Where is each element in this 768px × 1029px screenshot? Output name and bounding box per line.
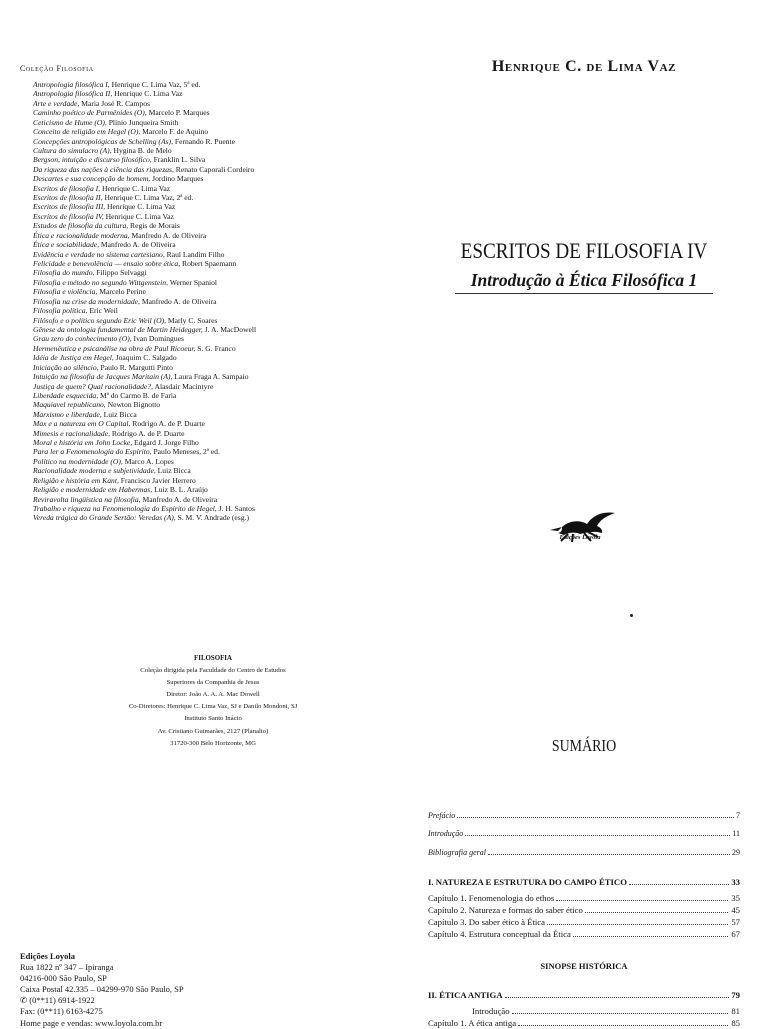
collection-item bbox=[33, 297, 256, 306]
collection-item-author: Fernando R. Puente bbox=[172, 136, 235, 146]
collection-item-title: Trabalho e riqueza na Fenomenologia do Espírito de Hegel, bbox=[33, 503, 217, 513]
toc-chapter-page: 67 bbox=[731, 929, 740, 939]
collection-item-title: Antropologia filosófica I, bbox=[33, 80, 110, 89]
collection-item-author: Raul Landim Filho bbox=[164, 249, 225, 259]
collection-item-title: Filosofia política, bbox=[33, 306, 88, 316]
collection-item bbox=[33, 485, 256, 494]
collection-item bbox=[33, 212, 256, 221]
collection-item bbox=[33, 174, 256, 183]
collection-item-author: Luiz Bicca bbox=[101, 409, 137, 419]
collection-item-title: Filosofia do mundo, bbox=[33, 268, 95, 278]
collection-item-title: Filosofia na crise da modernidade, bbox=[33, 296, 140, 306]
book-title: ESCRITOS DE FILOSOFIA IV bbox=[460, 238, 708, 263]
collection-item-author: Marcelo Perine bbox=[97, 287, 146, 297]
collection-item-title: Escritos de filosofia III, bbox=[33, 202, 106, 212]
collection-item-author: Alasdair Macintyre bbox=[153, 381, 214, 391]
toc-leader bbox=[457, 817, 734, 818]
collection-item bbox=[33, 504, 256, 513]
collection-item-author: Paulo R. Margutti Pinto bbox=[98, 362, 173, 372]
collection-item bbox=[33, 466, 256, 475]
pegasus-logo-icon bbox=[540, 505, 620, 550]
subtitle-underline bbox=[455, 293, 713, 294]
collection-item-title: Religião e história em Kant, bbox=[33, 475, 119, 485]
toc-entry-page: 7 bbox=[736, 811, 740, 820]
collection-item-title: Iniciação ao silêncio, bbox=[33, 362, 99, 372]
collection-item bbox=[33, 231, 256, 240]
toc-leader bbox=[512, 1013, 728, 1014]
toc-chapter-label: Capítulo 1. A ética antiga bbox=[428, 1018, 517, 1028]
collection-item-title: Marxismo e liberdade, bbox=[33, 409, 102, 419]
collection-item bbox=[33, 202, 256, 211]
collection-item-author: Manfredo A. de Oliveira bbox=[99, 240, 176, 250]
toc-leader bbox=[573, 936, 728, 937]
collection-item-author: Filippo Selvaggi bbox=[94, 268, 147, 278]
collection-item bbox=[33, 513, 256, 522]
collection-item-author: Werner Spaniol bbox=[168, 277, 218, 287]
toc-entry bbox=[428, 848, 740, 857]
address-phone: ✆ (0**11) 6914-1922 bbox=[20, 995, 95, 1006]
colophon bbox=[48, 653, 378, 750]
toc-chapter-page: 35 bbox=[731, 893, 740, 903]
collection-item-title: Filósofo e o político segundo Eric Weil (O), bbox=[33, 315, 167, 325]
collection-item bbox=[33, 287, 256, 296]
collection-item-title: Descartes e sua concepção de homem, bbox=[33, 174, 151, 184]
collection-item-title: Da riqueza das nações à ciência das riquezas, bbox=[33, 164, 174, 174]
collection-heading: Coleção Filosofia bbox=[20, 64, 94, 73]
collection-item bbox=[33, 278, 256, 287]
collection-item-author: Marco A. Lopes bbox=[122, 456, 174, 466]
collection-item-author: Marcelo P. Marques bbox=[146, 108, 210, 118]
collection-item-title: Reviravolta lingüística na filosofia, bbox=[33, 494, 141, 504]
colophon-codirectors: Co-Diretores: Henrique C. Lima Vaz, SJ e Danilo Mondoni, SJ bbox=[128, 703, 298, 711]
address-fax: Fax: (0**11) 6163-4275 bbox=[20, 1006, 103, 1017]
collection-item-author: Francisco Javier Herrero bbox=[118, 475, 196, 485]
collection-item-author: Eric Weil bbox=[87, 306, 118, 316]
collection-item-author: Luiz B. L. Araújo bbox=[152, 485, 208, 495]
collection-item bbox=[33, 429, 256, 438]
collection-item bbox=[33, 344, 256, 353]
collection-item bbox=[33, 400, 256, 409]
collection-item bbox=[33, 419, 256, 428]
collection-item bbox=[33, 325, 256, 334]
toc-chapter bbox=[428, 1018, 740, 1028]
collection-item-author: Renato Caporali Cordeiro bbox=[173, 164, 255, 174]
collection-item-author: Jordino Marques bbox=[150, 174, 204, 184]
collection-item-author: Ivan Domingues bbox=[131, 334, 184, 344]
collection-item bbox=[33, 146, 256, 155]
toc-chapter bbox=[428, 917, 740, 927]
toc-chapter bbox=[428, 1006, 740, 1016]
collection-item-title: Escritos de filosofia I, bbox=[33, 183, 101, 193]
collection-item-title: Grau zero do conhecimento (O), bbox=[33, 334, 132, 344]
toc-leader bbox=[547, 924, 728, 925]
collection-item bbox=[33, 108, 256, 117]
collection-item-title: Concepções antropológicas de Schelling (As), bbox=[33, 136, 173, 146]
collection-item bbox=[33, 184, 256, 193]
collection-item-author: Paulo Meneses, 2ª ed. bbox=[151, 447, 220, 457]
collection-item bbox=[33, 476, 256, 485]
collection-item-title: Cultura do simulacro (A), bbox=[33, 145, 112, 155]
collection-item-title: Para ler a Fenomenologia do Espírito, bbox=[33, 447, 152, 457]
collection-item bbox=[33, 193, 256, 202]
collection-item-author: Henrique C. Lima Vaz bbox=[100, 183, 171, 193]
book-subtitle: Introdução à Ética Filosófica 1 bbox=[470, 270, 698, 290]
collection-item-author: Marly C. Soares bbox=[166, 315, 218, 325]
toc-chapter-page: 85 bbox=[731, 1018, 740, 1028]
publisher-logo-label: Edições Loyola bbox=[559, 534, 601, 541]
colophon-city: 31720-300 Belo Horizonte, MG bbox=[170, 739, 256, 747]
toc-leader bbox=[505, 997, 730, 998]
collection-item bbox=[33, 99, 256, 108]
collection-item-title: Arte e verdade, bbox=[33, 98, 80, 108]
collection-item bbox=[33, 221, 256, 230]
collection-item bbox=[33, 165, 256, 174]
collection-item bbox=[33, 127, 256, 136]
collection-item-author: Hygina B. de Melo bbox=[111, 145, 172, 155]
collection-item bbox=[33, 316, 256, 325]
toc-leader bbox=[556, 900, 728, 901]
collection-item bbox=[33, 80, 256, 89]
collection-item-author: S. M. V. Andrade (esg.) bbox=[175, 513, 249, 523]
colophon-street: Av. Cristiano Guimarães, 2127 (Planalto) bbox=[157, 727, 269, 735]
collection-item-title: Político na modernidade (O), bbox=[33, 456, 123, 466]
collection-item-author: Marcelo F. de Aquino bbox=[140, 127, 209, 137]
collection-item-author: Rodrigo A. de P. Duarte bbox=[130, 419, 205, 429]
collection-item-title: Bergson, intuição e discurso filosófico, bbox=[33, 155, 152, 165]
collection-item-title: Gênese da ontologia fundamental de Martin Heidegger, bbox=[33, 324, 203, 334]
collection-item-title: Moral e história em John Locke, bbox=[33, 438, 133, 448]
toc-chapter-label: Capítulo 2. Natureza e formas do saber ético bbox=[428, 905, 583, 915]
collection-item bbox=[33, 410, 256, 419]
collection-item-author: Manfredo A. de Oliveira bbox=[139, 296, 217, 306]
collection-item-title: Filosofia e método no segundo Wittgenstein, bbox=[33, 277, 168, 287]
collection-item-author: Henrique C. Lima Vaz bbox=[105, 202, 176, 212]
address-zip: 04216-000 São Paulo, SP bbox=[20, 973, 107, 984]
toc-part-label: II. ÉTICA ANTIGA bbox=[428, 990, 503, 1000]
collection-item-title: Idéia de Justiça em Hegel, bbox=[33, 353, 114, 363]
toc-chapter-label: Capítulo 1. Fenomenologia do ethos bbox=[428, 893, 555, 903]
collection-item bbox=[33, 137, 256, 146]
collection-item-title: Caminho poético de Parmênides (O), bbox=[33, 108, 147, 118]
toc-leader bbox=[465, 835, 730, 836]
collection-item-author: Mª do Carmo B. de Faria bbox=[98, 390, 177, 400]
author-name: Henrique C. de Lima Vaz bbox=[491, 58, 677, 75]
collection-item-title: Justiça de quem? Qual racionalidade?, bbox=[33, 381, 154, 391]
toc-chapter-page: 45 bbox=[731, 905, 740, 915]
collection-item bbox=[33, 259, 256, 268]
collection-item-title: Felicidade e benevolência — ensaio sobre ética, bbox=[33, 259, 181, 269]
toc-part-page: 33 bbox=[731, 877, 740, 887]
address-street: Rua 1822 nº 347 – Ipiranga bbox=[20, 962, 114, 973]
toc-entry-label: Prefácio bbox=[428, 811, 456, 820]
toc-part-page: 79 bbox=[731, 990, 740, 1000]
toc-chapter-label: Introdução bbox=[472, 1006, 510, 1016]
collection-item bbox=[33, 155, 256, 164]
collection-item-author: Henrique C. Lima Vaz, 5ª ed. bbox=[109, 80, 201, 89]
collection-item-author: Robert Spaemann bbox=[180, 259, 237, 269]
collection-item-title: Max e a natureza em O Capital, bbox=[33, 419, 131, 429]
collection-item bbox=[33, 306, 256, 315]
toc-chapter-page: 57 bbox=[731, 917, 740, 927]
toc-chapter-label: Capítulo 3. Do saber ético à Ética bbox=[428, 917, 546, 927]
toc-leader bbox=[518, 1025, 728, 1026]
collection-item-author: Laura Fraga A. Sampaio bbox=[172, 372, 249, 382]
toc-part bbox=[428, 990, 740, 1000]
collection-item-title: Escritos de filosofia IV, bbox=[33, 211, 104, 221]
toc-leader bbox=[629, 884, 729, 885]
toc-entry-page: 11 bbox=[732, 829, 740, 838]
collection-item-title: Conceito de religião em Hegel (O), bbox=[33, 127, 141, 137]
colophon-line: Superiores da Companhia de Jesus bbox=[166, 679, 260, 687]
collection-item-title: Evidência e verdade no sistema cartesiano, bbox=[33, 249, 165, 259]
toc-entry bbox=[428, 811, 740, 820]
toc-part-label: I. NATUREZA E ESTRUTURA DO CAMPO ÉTICO bbox=[428, 877, 627, 887]
toc-leader bbox=[585, 912, 728, 913]
toc-chapter bbox=[428, 893, 740, 903]
publisher-address bbox=[20, 951, 184, 1029]
collection-item-author: Henrique C. Lima Vaz bbox=[103, 211, 174, 221]
collection-item-author: Henrique C. Lima Vaz, 2ª ed. bbox=[102, 193, 194, 203]
toc-chapter bbox=[428, 905, 740, 915]
collection-item-title: Escritos de filosofia II, bbox=[33, 193, 103, 203]
collection-item-title: Ética e racionalidade moderna, bbox=[33, 230, 130, 240]
collection-item-author: Franklin L. Silva bbox=[151, 155, 206, 165]
collection-item-author: Newton Bignotto bbox=[105, 400, 161, 410]
colophon-director: Diretor: João A. A. A. Mac Dowell bbox=[166, 691, 260, 699]
collection-item bbox=[33, 438, 256, 447]
toc-part bbox=[428, 877, 740, 887]
toc-entry-page: 29 bbox=[732, 848, 740, 857]
toc-chapter-page: 81 bbox=[731, 1006, 740, 1016]
collection-item bbox=[33, 457, 256, 466]
collection-list bbox=[33, 80, 256, 523]
collection-item-author: Joaquim C. Salgado bbox=[113, 353, 177, 363]
collection-item-title: Maquiavel republicano, bbox=[33, 400, 106, 410]
collection-item-author: Luiz Bicca bbox=[155, 466, 191, 476]
collection-item-title: Ética e sociabilidade, bbox=[33, 240, 100, 250]
collection-item-title: Filosofia e violência, bbox=[33, 287, 98, 297]
collection-item-title: Vereda trágica do Grande Sertão: Veredas (A), bbox=[33, 513, 176, 523]
summary-heading: SUMÁRIO bbox=[551, 736, 617, 755]
collection-item-title: Religião e modernidade em Habermas, bbox=[33, 485, 153, 495]
collection-item-author: Manfredo A. de Oliveira bbox=[140, 494, 218, 504]
collection-item-title: Racionalidade moderna e subjetividade, bbox=[33, 466, 156, 476]
collection-item-author: J. H. Santos bbox=[216, 503, 255, 513]
toc-chapter bbox=[428, 929, 740, 939]
collection-item-title: Mimesis e racionalidade, bbox=[33, 428, 110, 438]
collection-item-author: Edgard J. Jorge Filho bbox=[132, 438, 199, 448]
collection-item bbox=[33, 363, 256, 372]
collection-item bbox=[33, 89, 256, 98]
publisher-name: Edições Loyola bbox=[20, 951, 76, 961]
collection-item-author: Henrique C. Lima Vaz bbox=[112, 89, 183, 99]
collection-item bbox=[33, 240, 256, 249]
collection-item-author: S. G. Franco bbox=[195, 343, 236, 353]
collection-item-title: Liberdade esquecida, bbox=[33, 390, 99, 400]
toc-leader bbox=[488, 854, 730, 855]
colophon-line: Coleção dirigida pela Faculdade do Centro de Estudos bbox=[140, 667, 286, 675]
collection-item-title: Estudos de filosofia da cultura, bbox=[33, 221, 129, 231]
toc-entry-label: Introdução bbox=[428, 829, 464, 838]
collection-item-author: Rodrigo A. de P. Duarte bbox=[109, 428, 185, 438]
collection-item-author: Plínio Junqueira Smith bbox=[106, 117, 179, 127]
toc-entry-label: Bibliografia geral bbox=[428, 848, 486, 857]
collection-item bbox=[33, 250, 256, 259]
collection-item bbox=[33, 382, 256, 391]
collection-item-title: Hermenêutica e psicanálise na obra de Paul Ricoeur, bbox=[33, 343, 196, 353]
synopsis-heading: SINOPSE HISTÓRICA bbox=[540, 961, 628, 971]
collection-item-author: Maria José R. Campos bbox=[79, 98, 150, 108]
collection-item-author: Regis de Morais bbox=[128, 221, 180, 231]
address-web: Home page e vendas: www.loyola.com.br bbox=[20, 1017, 163, 1028]
collection-item bbox=[33, 268, 256, 277]
colophon-institute: Instituto Santo Inácio bbox=[184, 715, 242, 723]
page-speck bbox=[630, 614, 633, 617]
collection-item bbox=[33, 447, 256, 456]
collection-item bbox=[33, 118, 256, 127]
toc-chapter-label: Capítulo 4. Estrutura conceptual da Ética bbox=[428, 929, 571, 939]
collection-item-author: J. A. MacDowell bbox=[202, 324, 257, 334]
collection-item-title: Ceticismo de Hume (O), bbox=[33, 117, 107, 127]
collection-item bbox=[33, 372, 256, 381]
collection-item bbox=[33, 353, 256, 362]
collection-item bbox=[33, 495, 256, 504]
toc-entry bbox=[428, 829, 740, 838]
colophon-series: FILOSOFIA bbox=[194, 655, 232, 662]
collection-item bbox=[33, 391, 256, 400]
address-po-box: Caixa Postal 42.335 – 04299-970 São Paulo, SP bbox=[20, 984, 184, 995]
collection-item bbox=[33, 334, 256, 343]
collection-item-author: Manfredo A. de Oliveira bbox=[129, 230, 207, 240]
collection-item-title: Intuição na filosofia de Jacques Maritain (A), bbox=[33, 372, 173, 382]
collection-item-title: Antropologia filosófica II, bbox=[33, 89, 113, 99]
